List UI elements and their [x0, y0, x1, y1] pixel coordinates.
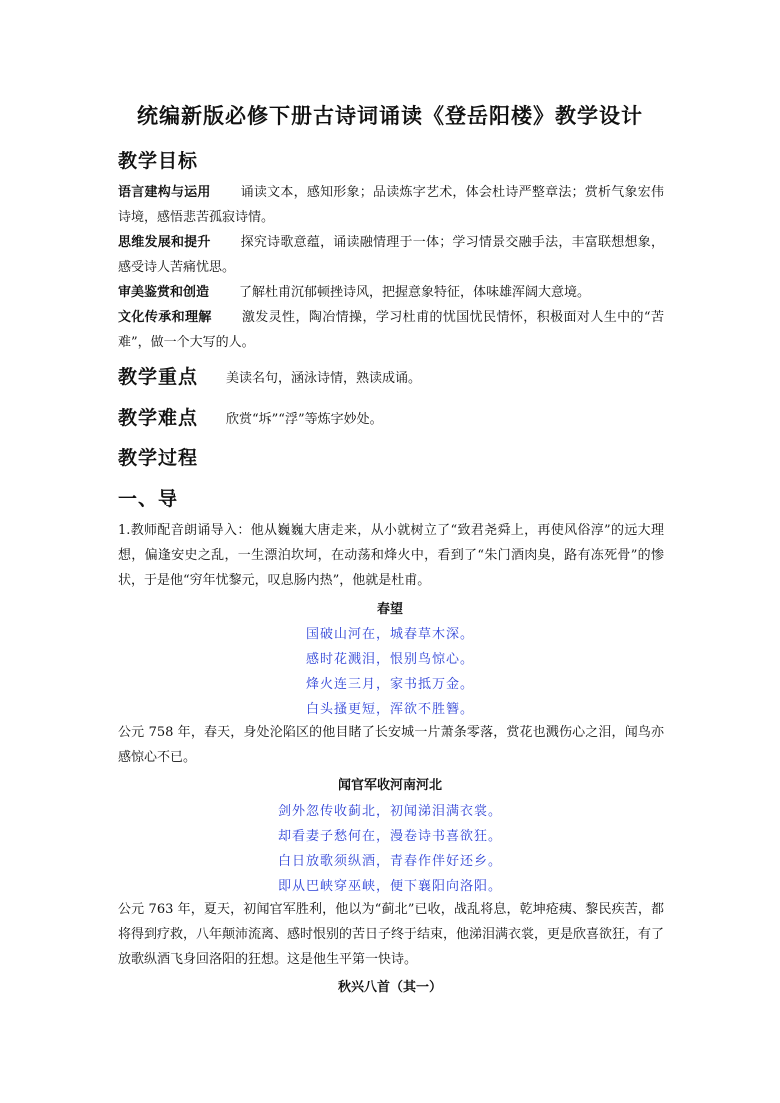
goal-item [118, 180, 664, 230]
difficulty-heading: 教学难点 [118, 407, 199, 429]
goal-label: 文化传承和理解 [118, 310, 212, 325]
key-point-heading: 教学重点 [118, 366, 199, 388]
poem-note: 公元 763 年，夏天，初闻官军胜利，他以为“蓟北”已收，战乱将息，乾坤疮痍、黎民疾苦，都将得到疗救，八年颠沛流离、感时恨别的苦日子终于结束，他涕泪满衣裳，更是欣喜欲狂，有了放歌纵酒飞身回洛阳的狂想。这是他生平第一快诗。 [118, 902, 665, 967]
difficulty-text: 欣赏“坼”“浮”等炼字妙处。 [226, 412, 383, 427]
poem-note: 公元 758 年，春天，身处沦陷区的他目睹了长安城一片萧条零落，赏花也溅伤心之泪，闻鸟亦感惊心不已。 [118, 725, 664, 765]
poem-line: 白日放歌须纵酒，青春作伴好还乡。 [277, 854, 502, 869]
goal-item [118, 230, 664, 280]
poem-line: 却看妻子愁何在，漫卷诗书喜欲狂。 [277, 829, 502, 844]
goal-item [118, 305, 664, 355]
poem-line: 剑外忽传收蓟北，初闻涕泪满衣裳。 [277, 804, 502, 819]
poem-title: 闻官军收河南河北 [337, 778, 442, 793]
intro-paragraph: 1.教师配音朗诵导入：他从巍巍大唐走来，从小就树立了“致君尧舜上，再使风俗淳”的远大理想，偏逢安史之乱，一生漂泊坎坷，在动荡和烽火中，看到了“朱门酒肉臭，路有冻死骨”的惨状，于是他“穷年忧黎元，叹息肠内热”，他就是杜甫。 [118, 523, 664, 588]
poem-title: 秋兴八首（其一） [337, 980, 442, 995]
goals-heading: 教学目标 [118, 150, 199, 172]
goal-label: 思维发展和提升 [118, 235, 211, 250]
poem-line: 感时花溅泪，恨别鸟惊心。 [305, 652, 474, 667]
goal-item [118, 280, 664, 305]
poem-line: 烽火连三月，家书抵万金。 [305, 677, 474, 692]
section-heading: 一、导 [118, 488, 179, 510]
goal-text: 了解杜甫沉郁顿挫诗风，把握意象特征，体味雄浑阔大意境。 [239, 285, 591, 300]
poem-line: 即从巴峡穿巫峡，便下襄阳向洛阳。 [277, 879, 502, 894]
poem-title: 春望 [376, 602, 403, 617]
goal-text: 诵读文本，感知形象；品读炼字艺术，体会杜诗严整章法；赏析气象宏伟诗境，感悟悲苦孤寂诗情。 [118, 185, 664, 225]
key-point-text: 美读名句，涵泳诗情，熟读成诵。 [226, 371, 422, 386]
goal-label: 审美鉴赏和创造 [118, 285, 210, 300]
goal-label: 语言建构与运用 [118, 185, 211, 200]
goal-text: 激发灵性，陶冶情操，学习杜甫的忧国忧民情怀，积极面对人生中的“苦难”，做一个大写的人。 [118, 310, 664, 350]
poem-line: 国破山河在，城春草木深。 [305, 627, 474, 642]
poem-line: 白头搔更短，浑欲不胜簪。 [305, 702, 474, 717]
document-title: 统编新版必修下册古诗词诵读《登岳阳楼》教学设计 [137, 104, 643, 128]
goal-text: 探究诗歌意蕴，诵读融情理于一体；学习情景交融手法，丰富联想想象，感受诗人苦痛忧思。 [118, 235, 664, 275]
process-heading: 教学过程 [118, 447, 199, 469]
